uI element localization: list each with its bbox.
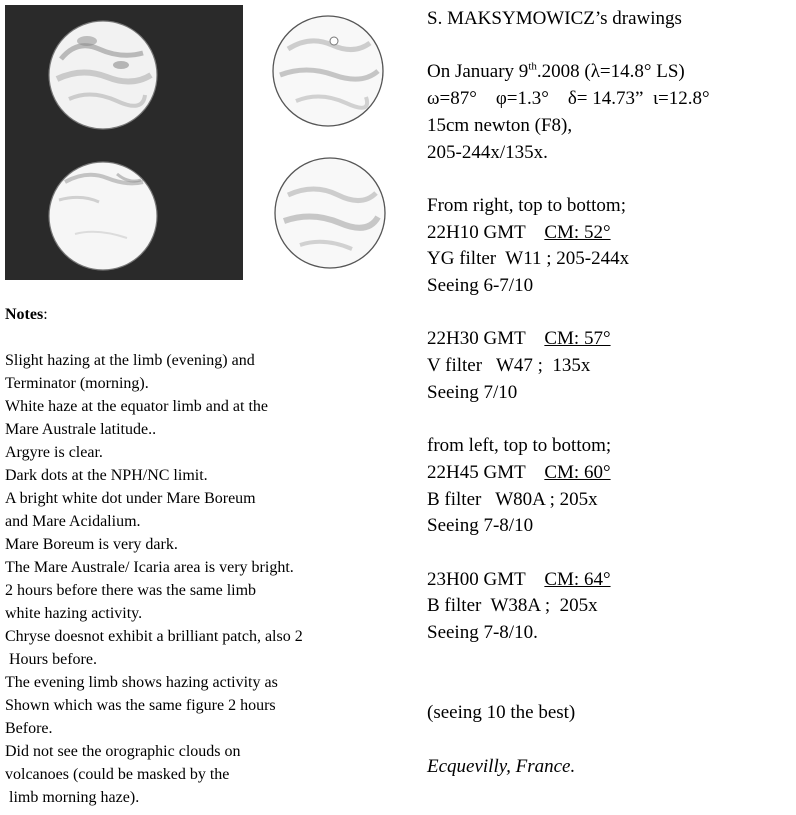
obs4-filter: B filter W38A ; 205x bbox=[427, 595, 598, 617]
note-line: limb morning haze). bbox=[5, 789, 140, 806]
obs2-seeing: Seeing 7/10 bbox=[427, 381, 518, 403]
obs1-time: 22H10 GMT CM: 52° bbox=[427, 221, 611, 243]
obs1-filter: YG filter W11 ; 205-244x bbox=[427, 248, 630, 270]
note-line: Mare Boreum is very dark. bbox=[5, 536, 178, 553]
location: Ecquevilly, France. bbox=[427, 755, 576, 777]
note-line: Shown which was the same figure 2 hours bbox=[5, 697, 276, 714]
note-line: Slight hazing at the limb (evening) and bbox=[5, 352, 255, 369]
note-line: white hazing activity. bbox=[5, 605, 143, 622]
seeing-scale-note: (seeing 10 the best) bbox=[427, 702, 576, 724]
obs4-seeing: Seeing 7-8/10. bbox=[427, 622, 538, 644]
note-line: Hours before. bbox=[5, 651, 97, 668]
note-line: Mare Australe latitude.. bbox=[5, 421, 157, 438]
notes-heading: Notes: bbox=[5, 306, 48, 323]
note-line: 2 hours before there was the same limb bbox=[5, 582, 257, 599]
dark-drawing-plate bbox=[5, 5, 243, 280]
mars-drawing-top-left bbox=[47, 19, 159, 131]
note-line: Did not see the orographic clouds on bbox=[5, 743, 241, 760]
geometry-params: ω=87° φ=1.3° δ= 14.73” ι=12.8° bbox=[427, 88, 710, 110]
observation-date: On January 9th.2008 (λ=14.8° LS) bbox=[427, 61, 685, 83]
note-line: The Mare Australe/ Icaria area is very bright. bbox=[5, 559, 294, 576]
obs1-seeing: Seeing 6-7/10 bbox=[427, 275, 534, 296]
obs2-time: 22H30 GMT CM: 57° bbox=[427, 328, 611, 350]
note-line: and Mare Acidalium. bbox=[5, 513, 141, 530]
note-line: Dark dots at the NPH/NC limit. bbox=[5, 467, 208, 484]
obs1-cm: CM: 52° bbox=[544, 221, 611, 243]
notes-lines bbox=[5, 349, 405, 809]
group1-heading: From right, top to bottom; bbox=[427, 194, 626, 216]
obs4-time: 23H00 GMT CM: 64° bbox=[427, 568, 611, 590]
mars-drawing-bottom-right bbox=[272, 155, 388, 271]
obs3-filter: B filter W80A ; 205x bbox=[427, 488, 598, 510]
mars-drawing-top-right bbox=[270, 13, 386, 129]
telescope: 15cm newton (F8), bbox=[427, 114, 573, 136]
obs3-seeing: Seeing 7-8/10 bbox=[427, 515, 534, 537]
obs2-filter: V filter W47 ; 135x bbox=[427, 355, 591, 377]
note-line: White haze at the equator limb and at the bbox=[5, 398, 268, 415]
notes-section bbox=[5, 303, 405, 809]
note-line: volcanoes (could be masked by the bbox=[5, 766, 230, 783]
note-line: Before. bbox=[5, 720, 53, 737]
magnification: 205-244x/135x. bbox=[427, 141, 548, 163]
note-line: Terminator (morning). bbox=[5, 375, 149, 392]
note-line: A bright white dot under Mare Boreum bbox=[5, 490, 256, 507]
note-line: Chryse doesnot exhibit a brilliant patch, also 2 bbox=[5, 628, 303, 645]
mars-drawing-bottom-left bbox=[47, 160, 159, 272]
drawings-title: S. MAKSYMOWICZ’s drawings bbox=[427, 8, 682, 29]
observation-info bbox=[427, 6, 792, 780]
note-line: Argyre is clear. bbox=[5, 444, 103, 461]
group2-heading: from left, top to bottom; bbox=[427, 435, 612, 457]
obs3-time: 22H45 GMT CM: 60° bbox=[427, 461, 611, 483]
obs4-cm: CM: 64° bbox=[544, 568, 611, 590]
obs2-cm: CM: 57° bbox=[544, 328, 611, 350]
note-line: The evening limb shows hazing activity as bbox=[5, 674, 278, 691]
obs3-cm: CM: 60° bbox=[544, 461, 611, 483]
